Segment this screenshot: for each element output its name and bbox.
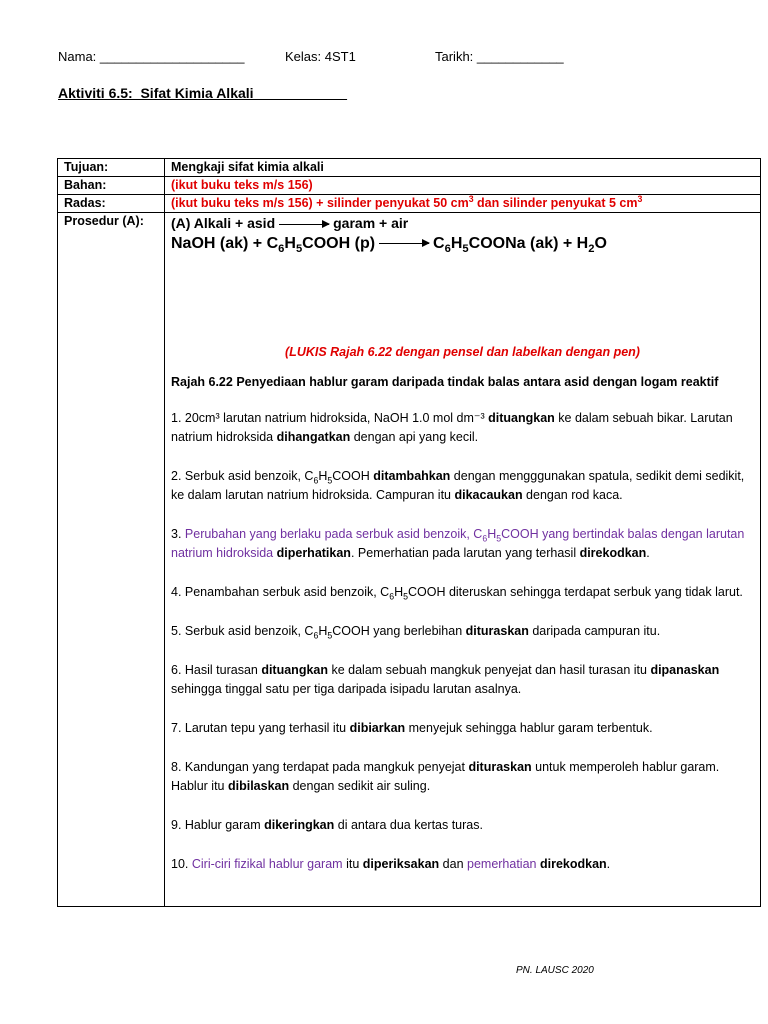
step-4: 4. Penambahan serbuk asid benzoik, $C_6H_5COOH$ diteruskan sehingga terdapat serbuk yang tidak larut. bbox=[171, 585, 743, 602]
bahan-label: Bahan: bbox=[58, 177, 165, 195]
bahan-row bbox=[58, 177, 761, 195]
arrow-icon bbox=[279, 224, 329, 225]
nama-field[interactable]: Nama: ____________________ bbox=[58, 49, 245, 64]
eq2-right: $C_6H_5COONa$ $(ak) + H_2O$ bbox=[433, 235, 607, 256]
step-2: 2. Serbuk asid benzoik, $C_6H_5COOH$ ditambahkan dengan mengggunakan spatula, sedikit demi sedikit, ke dalam larutan natrium hidroksida. Campuran itu dikacaukan dengan rod kaca. bbox=[171, 469, 745, 502]
step-6: 6. Hasil turasan dituangkan ke dalam sebuah mangkuk penyejat dan hasil turasan itu dipanaskan sehingga tinggal satu per tiga daripada isipadu larutan asalnya. bbox=[171, 663, 720, 696]
step-8: 8. Kandungan yang terdapat pada mangkuk penyejat dituraskan untuk memperoleh hablur garam. Hablur itu dibilaskan dengan sedikit air suling. bbox=[171, 760, 720, 793]
eq1-left: (A) Alkali + asid bbox=[171, 215, 276, 231]
step-10: 10. Ciri-ciri fizikal hablur garam itu diperiksakan dan pemerhatian direkodkan. bbox=[171, 857, 611, 871]
prosedur-row bbox=[58, 213, 761, 907]
radas-label: Radas: bbox=[58, 195, 165, 213]
equation-general bbox=[171, 215, 754, 231]
radas-text-a: (ikut buku teks m/s 156) + silinder penyukat 50 cm bbox=[171, 196, 469, 210]
tujuan-label: Tujuan: bbox=[58, 159, 165, 177]
radas-sup-a: 3 bbox=[468, 193, 474, 204]
footer-credit: PN. LAUSC 2020 bbox=[516, 965, 594, 976]
activity-title: Aktiviti 6.5: Sifat Kimia Alkali____________ bbox=[58, 85, 347, 101]
step-9: 9. Hablur garam dikeringkan di antara dua kertas turas. bbox=[171, 818, 483, 832]
radas-text-b: dan silinder penyukat 5 cm bbox=[473, 196, 638, 210]
tarikh-field[interactable]: Tarikh: ____________ bbox=[435, 49, 564, 64]
radas-sup-b: 3 bbox=[637, 193, 643, 204]
eq2-left: NaOH $(ak) + C_6H_5COOH$ (p) bbox=[171, 235, 376, 256]
activity-table bbox=[57, 158, 761, 907]
step-7: 7. Larutan tepu yang terhasil itu dibiarkan menyejuk sehingga hablur garam terbentuk. bbox=[171, 721, 653, 735]
step-1: 1. 20cm³ larutan natrium hidroksida, NaOH 1.0 mol dm⁻³ dituangkan ke dalam sebuah bikar. Larutan natrium hidroksida dihangatkan dengan api yang kecil. bbox=[171, 411, 733, 444]
radas-value bbox=[165, 195, 761, 213]
radas-row bbox=[58, 195, 761, 213]
eq1-right: garam + air bbox=[333, 215, 409, 231]
kelas-label: Kelas: 4ST1 bbox=[285, 49, 356, 64]
tujuan-row bbox=[58, 159, 761, 177]
prosedur-content bbox=[165, 213, 761, 907]
arrow-icon bbox=[379, 243, 429, 244]
draw-instruction: (LUKIS Rajah 6.22 dengan pensel dan labelkan dengan pen) bbox=[285, 345, 640, 359]
step-5: 5. Serbuk asid benzoik, $C_6H_5COOH$ yang berlebihan dituraskan daripada campuran itu. bbox=[171, 624, 661, 641]
prosedur-label: Prosedur (A): bbox=[58, 213, 165, 907]
tujuan-value: Mengkaji sifat kimia alkali bbox=[165, 159, 761, 177]
figure-caption: Rajah 6.22 Penyediaan hablur garam daripada tindak balas antara asid dengan logam reaktif bbox=[171, 375, 719, 389]
step-3: 3. Perubahan yang berlaku pada serbuk asid benzoik, $C_6H_5COOH$ yang bertindak balas dengan larutan natrium hidroksida diperhatikan. Pemerhatian pada larutan yang terhasil direkodkan. bbox=[171, 527, 745, 560]
bahan-value: (ikut buku teks m/s 156) bbox=[165, 177, 761, 195]
equation-specific bbox=[171, 235, 754, 256]
